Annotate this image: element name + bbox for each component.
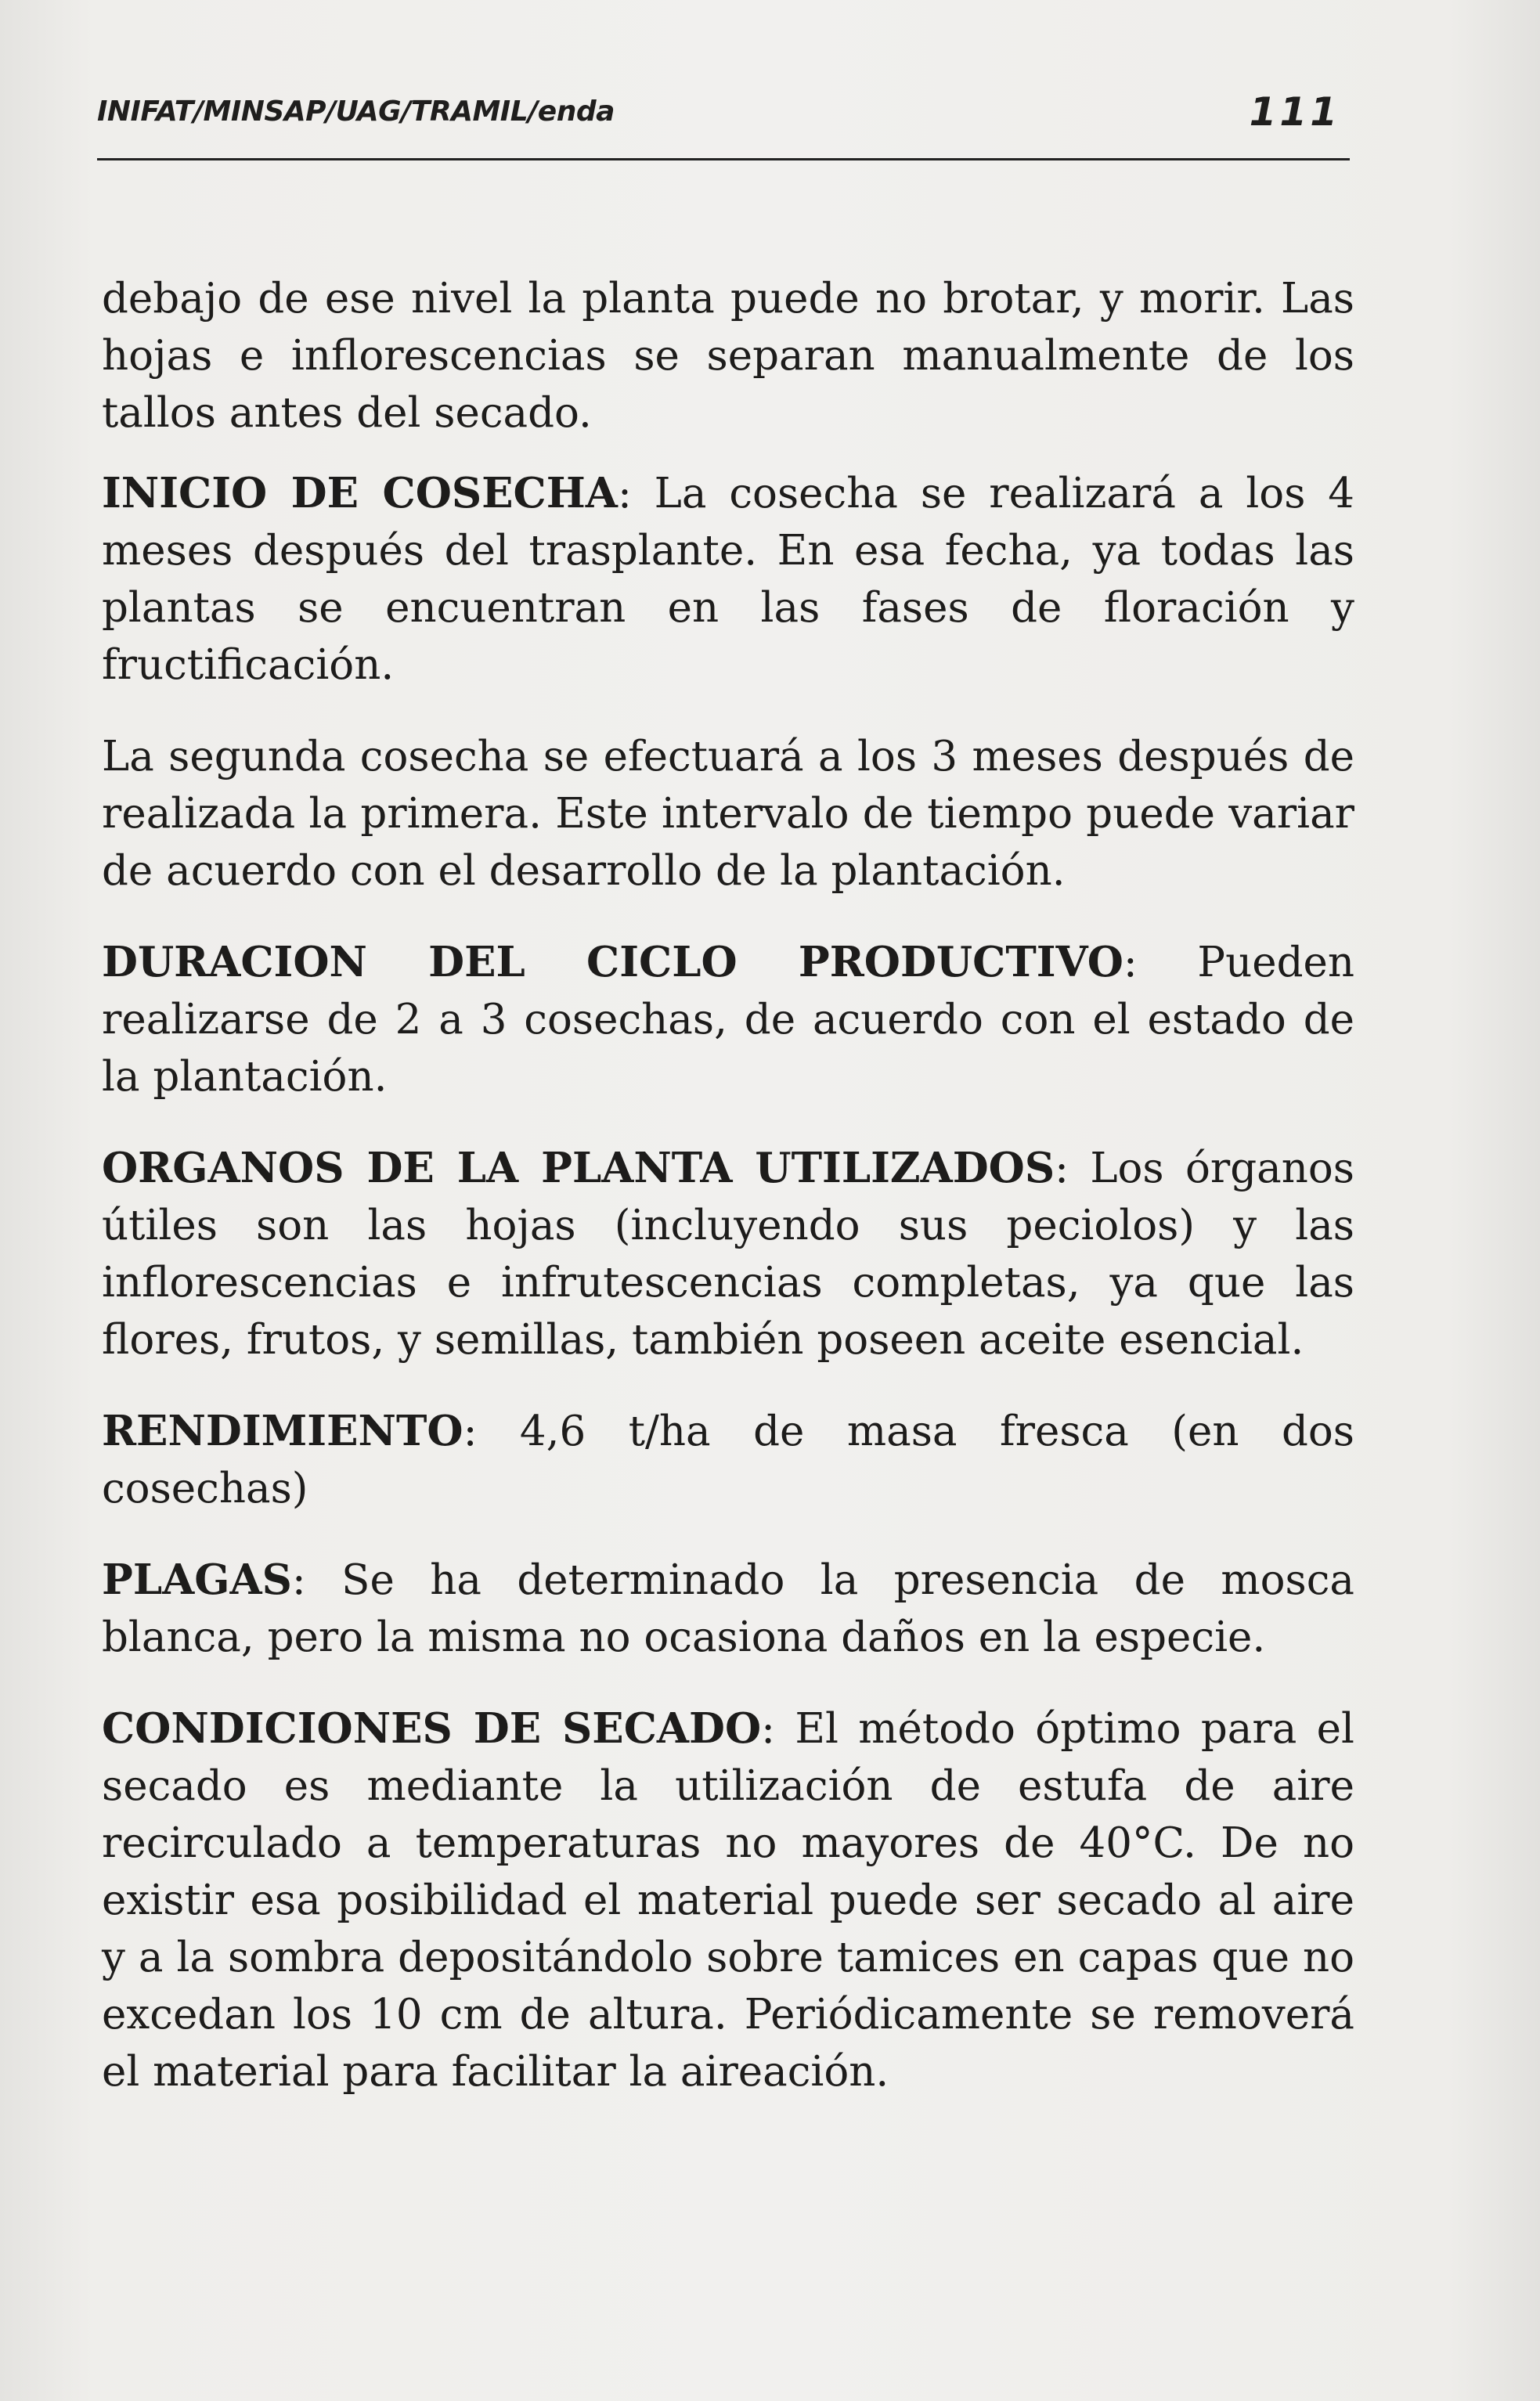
paragraph-continuation	[102, 270, 1354, 442]
section-label: CONDICIONES DE SECADO	[102, 1704, 762, 1753]
running-head: INIFAT/MINSAP/UAG/TRAMIL/enda	[97, 96, 615, 128]
page-body	[102, 270, 1354, 2135]
paragraph-text: : La cosecha se realizará a los 4 meses después del trasplante. En esa fecha, ya todas las plantas se encuentran en las fases de floración y fructificación.	[102, 470, 1355, 689]
paragraph-text: : 4,6 t/ha de masa fresca (en dos cosechas)	[102, 1408, 1354, 1512]
page-header	[97, 88, 1350, 160]
section-label: INICIO DE COSECHA	[102, 469, 618, 517]
paragraph-text: : El método óptimo para el secado es mediante la utilización de estufa de aire recirculado a temperaturas no mayores de 40°C. De no existir esa posibilidad el material puede ser secado al aire y a la sombra depositándolo sobre tamices en capas que no excedan los 10 cm de altura. Periódicamente se removerá el material para facilitar la aireación.	[102, 1705, 1354, 2096]
paragraph-rendimiento	[102, 1403, 1354, 1517]
paragraph-inicio-cosecha	[102, 465, 1354, 694]
page-number: 111	[1249, 89, 1340, 135]
section-label: PLAGAS	[102, 1556, 292, 1604]
section-label: DURACION DEL CICLO PRODUCTIVO	[102, 938, 1123, 986]
section-label: ORGANOS DE LA PLANTA UTILIZADOS	[102, 1144, 1055, 1192]
section-label: RENDIMIENTO	[102, 1407, 463, 1455]
paragraph-text: : Los órganos útiles son las hojas (incluyendo sus peciolos) y las inflorescencias e infrutescencias completas, ya que las flores, frutos, y semillas, también poseen aceite esencial.	[102, 1145, 1354, 1364]
paragraph-duracion-ciclo	[102, 934, 1354, 1105]
paragraph-organos	[102, 1140, 1354, 1368]
paragraph-condiciones-secado	[102, 1700, 1354, 2100]
paragraph-text: : Se ha determinado la presencia de mosca blanca, pero la misma no ocasiona daños en la especie.	[102, 1556, 1354, 1661]
paragraph-text: La segunda cosecha se efectuará a los 3 meses después de realizada la primera. Este intervalo de tiempo puede variar de acuerdo con el desarrollo de la plantación.	[102, 733, 1354, 895]
paragraph-text: : Pueden realizarse de 2 a 3 cosechas, de acuerdo con el estado de la plantación.	[102, 939, 1354, 1101]
paragraph-plagas	[102, 1552, 1354, 1666]
paragraph-segunda-cosecha	[102, 728, 1354, 899]
paragraph-text: debajo de ese nivel la planta puede no brotar, y morir. Las hojas e inflorescencias se separan manualmente de los tallos antes del secado.	[102, 275, 1354, 437]
